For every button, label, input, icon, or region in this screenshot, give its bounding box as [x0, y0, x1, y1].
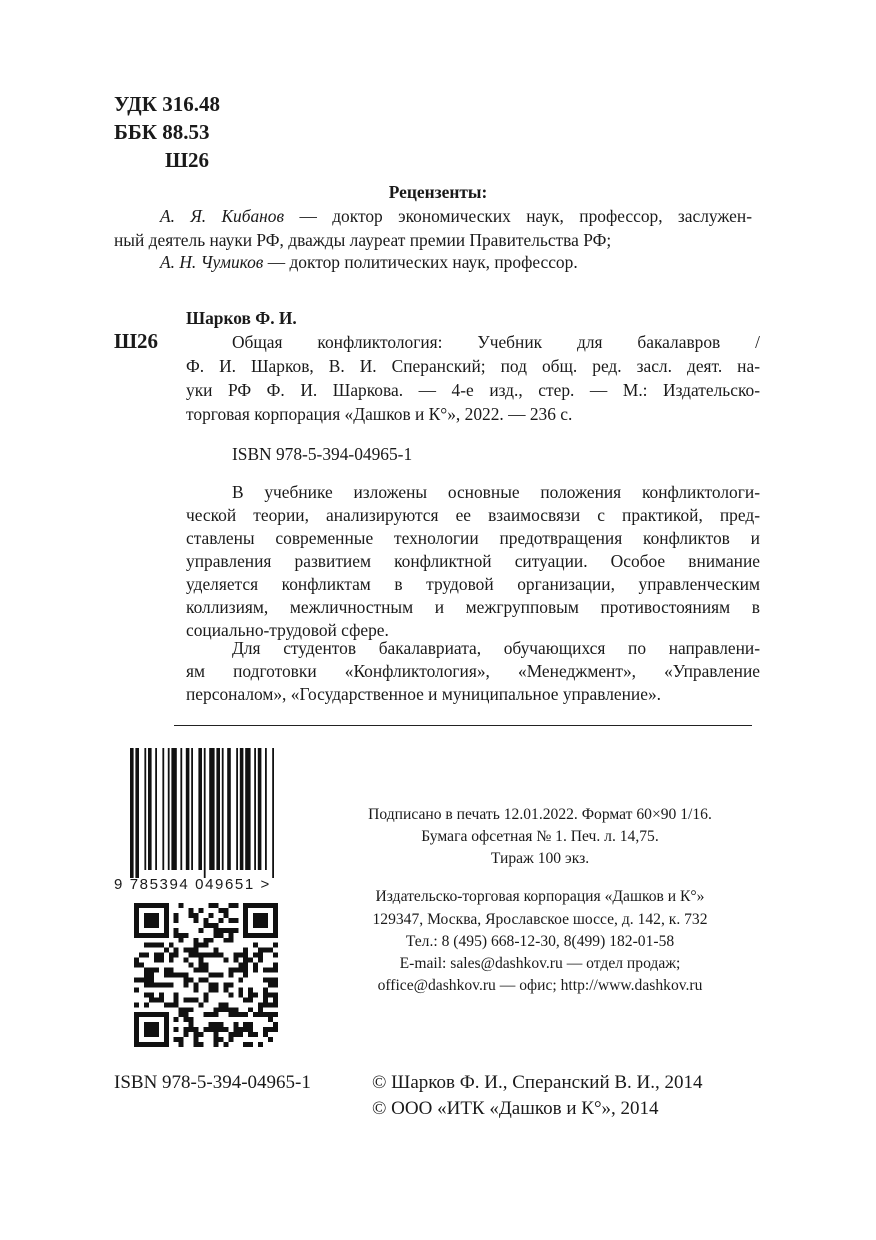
entry-sign: Ш26 — [114, 329, 159, 353]
reviewer-2-name: А. Н. Чумиков — [160, 252, 264, 272]
copyright-authors: © Шарков Ф. И., Сперанский В. И., 2014 — [372, 1072, 703, 1093]
annotation-p1-line-1: В учебнике изложены основные положения конфликтологи- — [232, 482, 760, 502]
copyright-publisher: © ООО «ИТК «Дашков и К°», 2014 — [372, 1098, 659, 1119]
reviewer-1-desc: — доктор экономических наук, профессор, заслужен- — [284, 206, 752, 226]
separator-rule — [174, 725, 752, 726]
imprint-office: office@dashkov.ru — офис; http://www.dashkov.ru — [377, 977, 703, 994]
annotation-p2-line-1: Для студентов бакалавриата, обучающихся по направлени- — [232, 638, 760, 658]
annotation-p1-line-7: социально-трудовой сфере. — [186, 620, 389, 640]
annotation-p1-line-6: коллизиям, межличностным и межгрупповым противостояниям в — [186, 597, 760, 617]
imprint-paper: Бумага офсетная № 1. Печ. л. 14,75. — [421, 828, 659, 845]
entry-author: Шарков Ф. И. — [186, 308, 297, 328]
reviewer-2-desc: — доктор политических наук, профессор. — [263, 252, 578, 272]
reviewer-1-name: А. Я. Кибанов — [160, 206, 285, 226]
reviewer-2-line — [160, 252, 578, 273]
imprint-address: 129347, Москва, Ярославское шоссе, д. 142, к. 732 — [372, 911, 708, 928]
entry-line-2: Ф. И. Шарков, В. И. Сперанский; под общ. ред. засл. деят. на- — [186, 356, 760, 376]
barcode-digits: 9 785394 049651 > — [114, 876, 271, 893]
udk-code: УДК 316.48 — [114, 92, 220, 116]
annotation-p1-line-5: уделяется конфликтам в трудовой организации, управленческим — [186, 574, 760, 594]
annotation-p1-line-2: ческой теории, анализируются ее взаимосвязи с практикой, пред- — [186, 505, 760, 525]
bottom-isbn: ISBN 978-5-394-04965-1 — [114, 1072, 311, 1093]
imprint-phone: Тел.: 8 (495) 668-12-30, 8(499) 182-01-58 — [405, 933, 675, 950]
annotation-p1-line-4: управления развитием конфликтной ситуации. Особое внимание — [186, 551, 760, 571]
isbn-barcode — [130, 748, 302, 878]
reviewer-1-line-2: ный деятель науки РФ, дважды лауреат премии Правительства РФ; — [114, 230, 612, 250]
entry-line-1: Общая конфликтология: Учебник для бакалавров / — [232, 332, 760, 352]
annotation-p2-line-2: ям подготовки «Конфликтология», «Менеджмент», «Управление — [186, 661, 760, 681]
qr-code — [134, 903, 278, 1047]
imprint-signed: Подписано в печать 12.01.2022. Формат 60×90 1/16. — [368, 806, 712, 823]
entry-line-4: торговая корпорация «Дашков и К°», 2022. — 236 с. — [186, 404, 573, 424]
reviewers-heading: Рецензенты: — [388, 182, 488, 202]
imprint-run: Тираж 100 экз. — [490, 850, 590, 867]
imprint-publisher: Издательско-торговая корпорация «Дашков и К°» — [375, 888, 705, 905]
annotation-p1-line-3: ставлены современные технологии предотвращения конфликтов и — [186, 528, 760, 548]
annotation-p2-line-3: персоналом», «Государственное и муниципальное управление». — [186, 684, 662, 704]
imprint-email: E-mail: sales@dashkov.ru — отдел продаж; — [399, 955, 681, 972]
bbk-code: ББК 88.53 — [114, 120, 210, 144]
entry-isbn: ISBN 978-5-394-04965-1 — [232, 444, 413, 464]
author-sign-code: Ш26 — [165, 148, 210, 172]
reviewer-1-line-1 — [160, 206, 752, 227]
entry-line-3: уки РФ Ф. И. Шаркова. — 4-е изд., стер. — М.: Издательско- — [186, 380, 760, 400]
